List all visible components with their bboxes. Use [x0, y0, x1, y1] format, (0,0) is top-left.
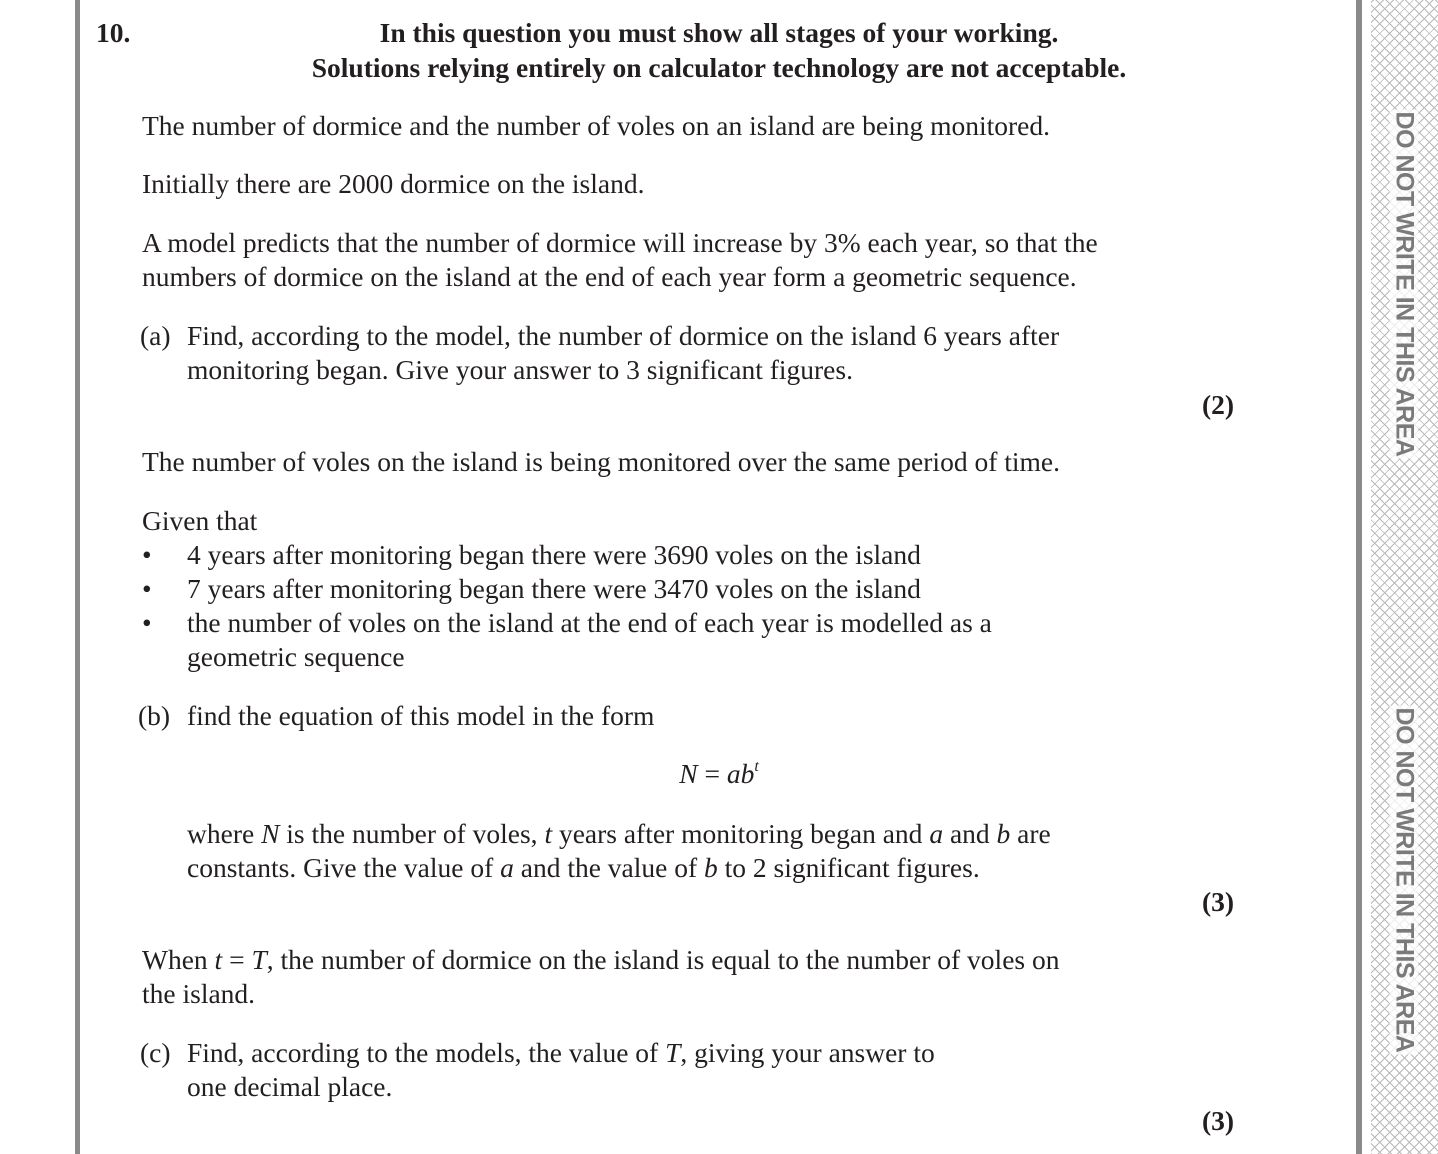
part-a-label: (a) [140, 320, 171, 351]
part-b-marks: (3) [1202, 886, 1235, 917]
bullet-3-text: the number of voles on the island at the end of each year is modelled as a [187, 607, 992, 638]
right-margin-rule [1356, 0, 1362, 1154]
part-c-label: (c) [140, 1037, 171, 1068]
bullet-3-continuation: geometric sequence [187, 641, 405, 672]
part-b-label: (b) [138, 700, 171, 731]
part-a-marks: (2) [1202, 389, 1235, 420]
do-not-write-label-top: DO NOT WRITE IN THIS AREA [1390, 111, 1419, 457]
intro-text: The number of dormice and the number of voles on an island are being monitored. [142, 110, 1050, 141]
model-equation [0, 757, 1438, 791]
part-b-line-1: find the equation of this model in the form [187, 700, 655, 731]
given-that-text: Given that [142, 505, 258, 536]
equation-exponent-t: t [754, 758, 759, 775]
equation-N: N [679, 758, 698, 789]
bullet-1-text: 4 years after monitoring began there were 3690 voles on the island [187, 539, 921, 570]
equation-ab: ab [726, 758, 755, 789]
part-c-line-1: Find, according to the models, the value of T, giving your answer to [187, 1037, 935, 1068]
part-a-line-2: monitoring began. Give your answer to 3 significant figures. [187, 354, 853, 385]
when-line-2: the island. [142, 978, 256, 1009]
instruction-line-1: In this question you must show all stages of your working. [379, 17, 1059, 48]
do-not-write-label-bottom: DO NOT WRITE IN THIS AREA [1390, 707, 1419, 1053]
left-margin-rule [75, 0, 80, 1154]
instruction-line-2: Solutions relying entirely on calculator technology are not acceptable. [311, 52, 1127, 83]
part-c-line-2: one decimal place. [187, 1071, 393, 1102]
model-line-1: A model predicts that the number of dormice will increase by 3% each year, so that the [142, 227, 1098, 258]
question-number: 10. [96, 17, 131, 48]
bullet-2-text: 7 years after monitoring began there were 3470 voles on the island [187, 573, 921, 604]
initial-text: Initially there are 2000 dormice on the island. [142, 168, 645, 199]
part-b-where-line: where N is the number of voles, t years after monitoring began and a and b are [187, 818, 1051, 849]
bullet-3-dot: • [142, 607, 152, 638]
part-b-constants-line: constants. Give the value of a and the value of b to 2 significant figures. [187, 852, 980, 883]
bullet-2-dot: • [142, 573, 152, 604]
part-a-line-1: Find, according to the model, the number of dormice on the island 6 years after [187, 320, 1060, 351]
model-line-2: numbers of dormice on the island at the end of each year form a geometric sequence. [142, 261, 1077, 292]
equation-equals: = [697, 758, 727, 789]
bullet-1-dot: • [142, 539, 152, 570]
part-c-marks: (3) [1202, 1105, 1235, 1136]
when-line-1: When t = T, the number of dormice on the island is equal to the number of voles on [142, 944, 1060, 975]
voles-intro-text: The number of voles on the island is being monitored over the same period of time. [142, 446, 1060, 477]
